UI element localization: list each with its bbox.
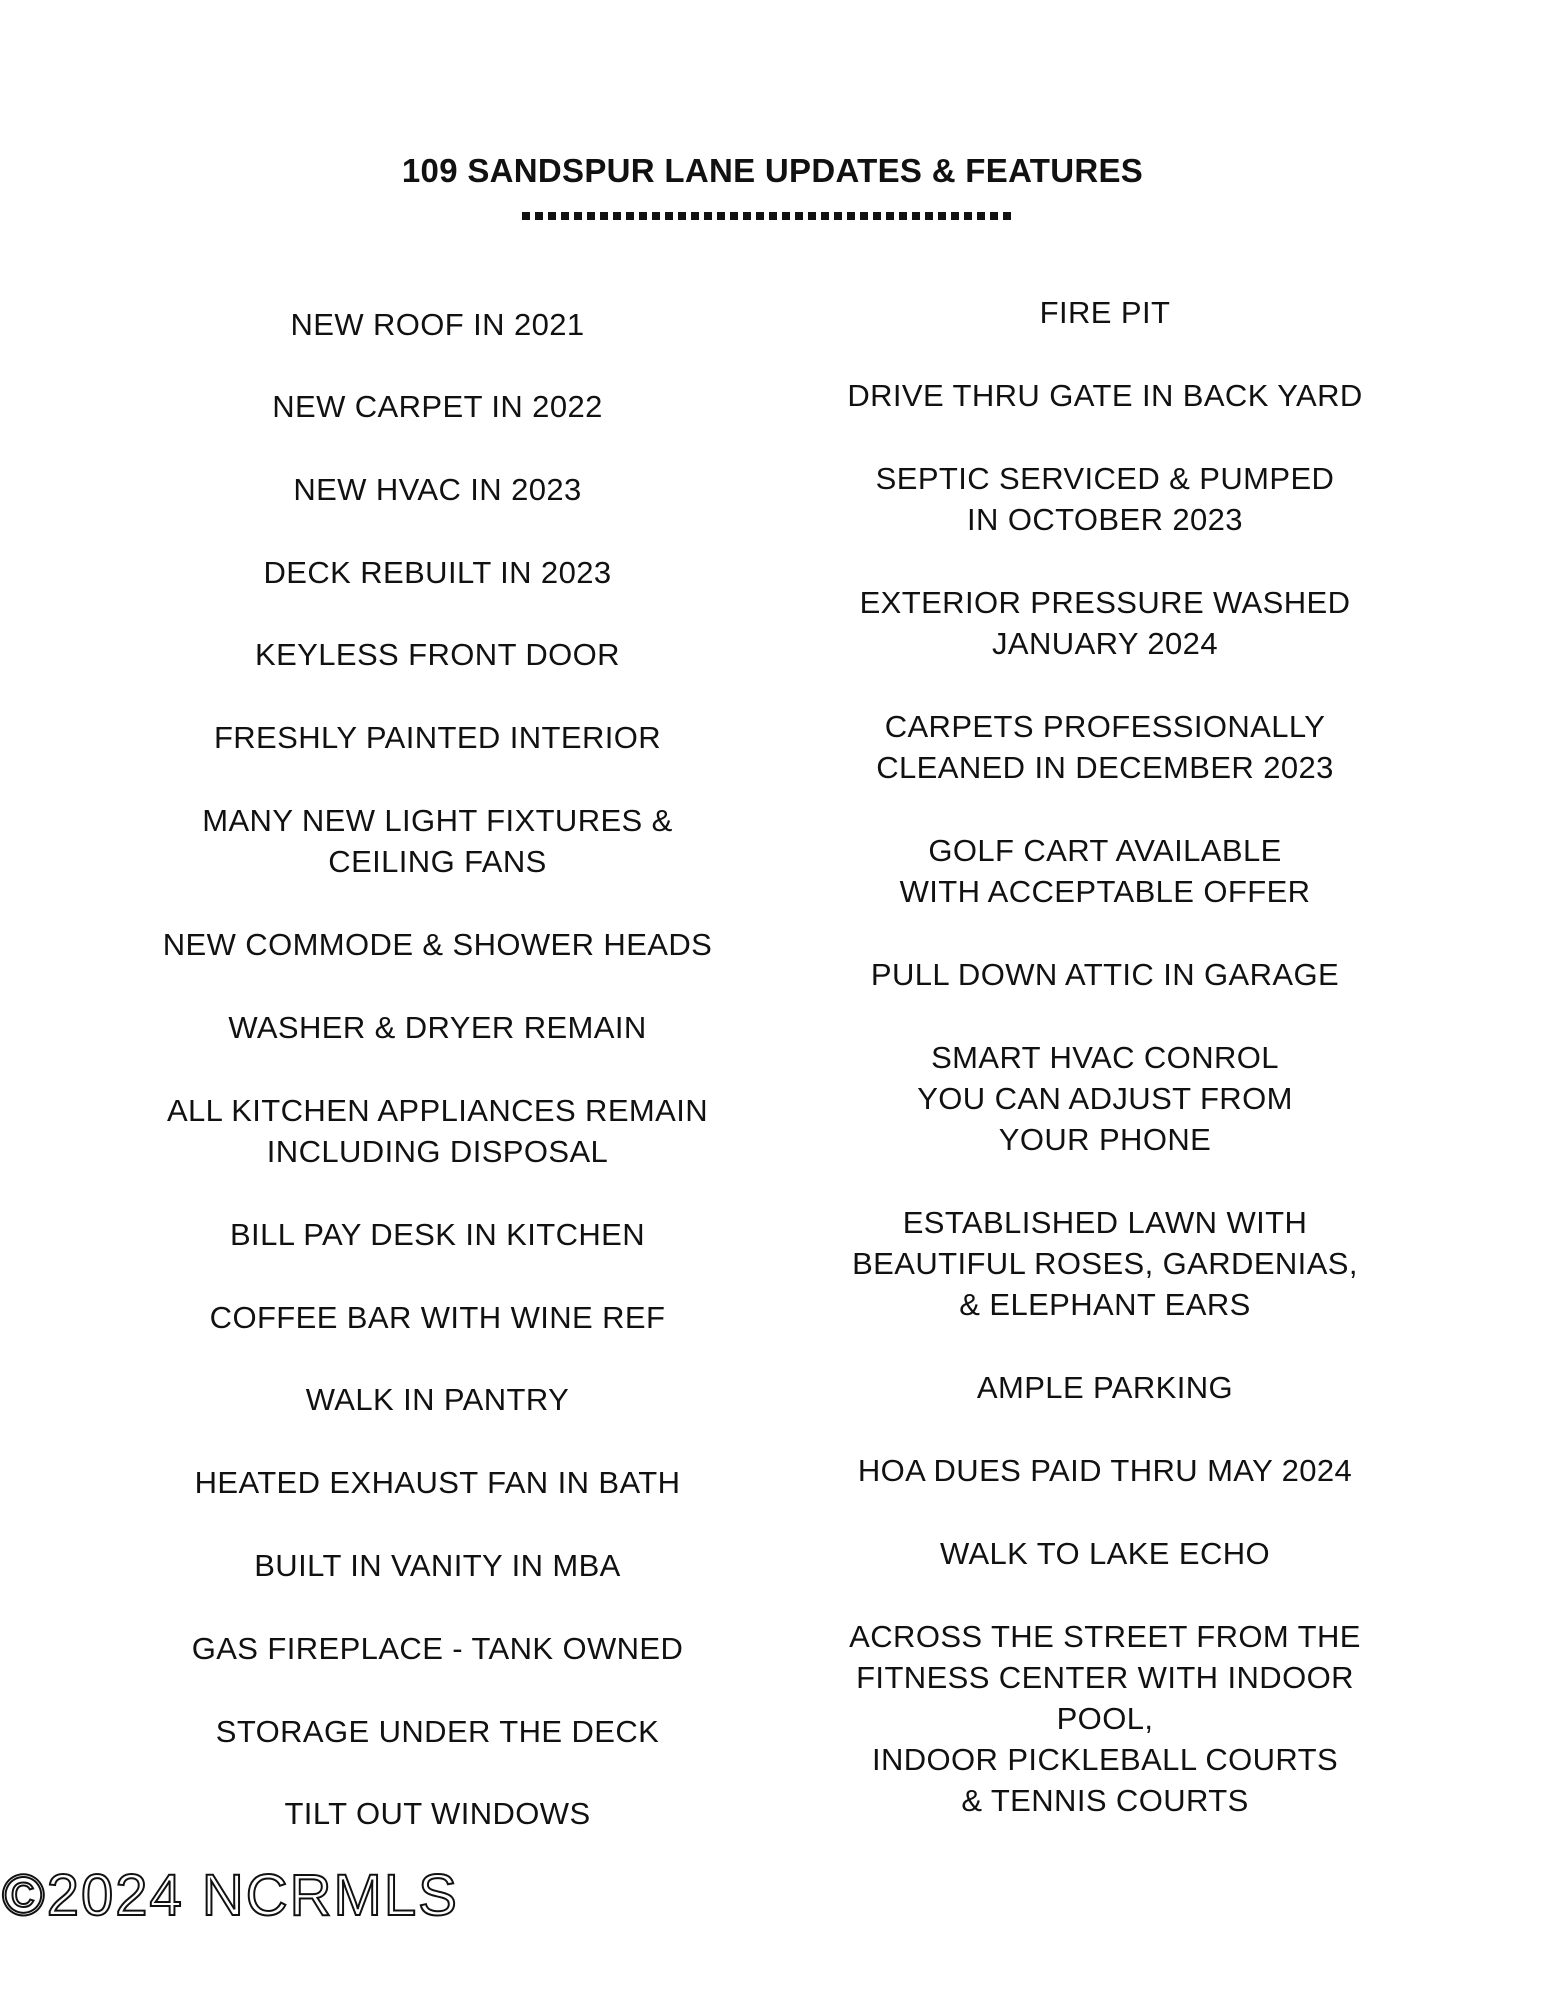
page-title: 109 SANDSPUR LANE UPDATES & FEATURES <box>401 152 1144 189</box>
list-item: DRIVE THRU GATE IN BACK YARD <box>847 378 1363 413</box>
list-item: EXTERIOR PRESSURE WASHED JANUARY 2024 <box>859 585 1351 661</box>
list-item: WASHER & DRYER REMAIN <box>228 1010 647 1045</box>
list-item: ESTABLISHED LAWN WITH BEAUTIFUL ROSES, GARDENIAS, & ELEPHANT EARS <box>852 1205 1358 1322</box>
list-item: GAS FIREPLACE - TANK OWNED <box>191 1631 684 1666</box>
list-item: FRESHLY PAINTED INTERIOR <box>213 720 662 755</box>
list-item: NEW HVAC IN 2023 <box>293 472 582 507</box>
list-item: WALK IN PANTRY <box>305 1382 570 1417</box>
list-item: WALK TO LAKE ECHO <box>939 1536 1271 1571</box>
list-item: GOLF CART AVAILABLE WITH ACCEPTABLE OFFER <box>899 833 1311 909</box>
list-item: PULL DOWN ATTIC IN GARAGE <box>870 957 1340 992</box>
list-item: KEYLESS FRONT DOOR <box>255 637 620 672</box>
copyright-watermark: ©2024 NCRMLS <box>2 1863 459 1928</box>
list-item: NEW CARPET IN 2022 <box>272 389 603 424</box>
title-dotted-rule <box>522 212 1012 220</box>
list-item: NEW COMMODE & SHOWER HEADS <box>162 927 713 962</box>
list-item: NEW ROOF IN 2021 <box>290 307 585 342</box>
list-item: STORAGE UNDER THE DECK <box>215 1714 660 1749</box>
list-item: BUILT IN VANITY IN MBA <box>254 1548 621 1583</box>
list-item: FIRE PIT <box>1039 295 1171 330</box>
list-item: HEATED EXHAUST FAN IN BATH <box>194 1465 681 1500</box>
list-item: DECK REBUILT IN 2023 <box>263 555 612 590</box>
list-item: ALL KITCHEN APPLIANCES REMAIN INCLUDING DISPOSAL <box>166 1093 709 1169</box>
list-item: MANY NEW LIGHT FIXTURES & CEILING FANS <box>202 803 673 879</box>
list-item: BILL PAY DESK IN KITCHEN <box>229 1217 646 1252</box>
list-item: COFFEE BAR WITH WINE REF <box>209 1300 666 1335</box>
list-item: SMART HVAC CONROL YOU CAN ADJUST FROM YOUR PHONE <box>917 1040 1293 1157</box>
list-item: ACROSS THE STREET FROM THE FITNESS CENTER WITH INDOOR POOL, INDOOR PICKLEBALL COURTS & TENNIS COURTS <box>849 1619 1361 1818</box>
list-item: CARPETS PROFESSIONALLY CLEANED IN DECEMBER 2023 <box>876 709 1334 785</box>
list-item: HOA DUES PAID THRU MAY 2024 <box>857 1453 1353 1488</box>
list-item: AMPLE PARKING <box>976 1370 1234 1405</box>
list-item: SEPTIC SERVICED & PUMPED IN OCTOBER 2023 <box>875 461 1335 537</box>
list-item: TILT OUT WINDOWS <box>284 1796 591 1831</box>
